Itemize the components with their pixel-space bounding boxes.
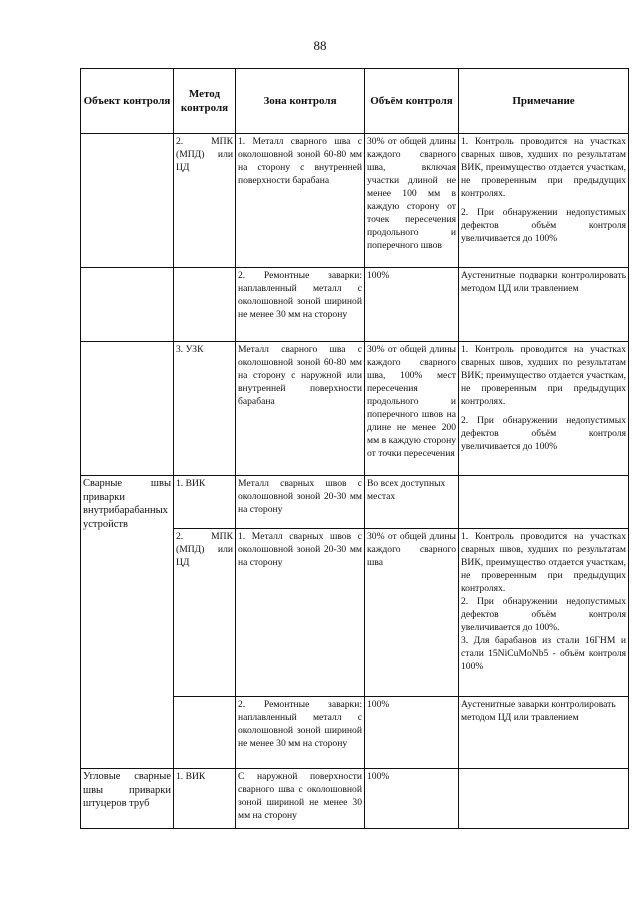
object-cell-empty (81, 342, 174, 476)
zone-cell: Металл сварных швов с околошовной зоной 20-30 мм на сторону (236, 476, 365, 529)
header-note: Примечание (459, 69, 629, 134)
note-cell (459, 529, 629, 697)
object-cell: Угловые сварные швы приварки штуцеров труб (81, 769, 174, 829)
table-row (81, 769, 629, 829)
header-method: Метод контроля (174, 69, 236, 134)
volume-cell: 100% (365, 268, 459, 342)
method-cell-empty (174, 268, 236, 342)
volume-cell: Во всех доступных местах (365, 476, 459, 529)
volume-cell: 30% от общей длины каждого сварного шва (365, 529, 459, 697)
note-cell-empty (459, 769, 629, 829)
note-item: 1. Контроль проводится на участках сварных швов, худших по результатам ВИК; преимущество отдается участкам, не проверенным при предыдущих контролях. (461, 344, 626, 408)
header-zone: Зона контроля (236, 69, 365, 134)
method-cell: 1. ВИК (174, 769, 236, 829)
volume-cell: 100% (365, 769, 459, 829)
table-row (81, 342, 629, 476)
table-row (81, 134, 629, 268)
note-item: 2. При обнаружении недопустимых дефектов объём контроля увеличивается до 100% (461, 207, 626, 245)
zone-cell: 1. Металл сварных швов с околошовной зоной 20-30 мм на сторону (236, 529, 365, 697)
table-row (81, 476, 629, 529)
note-item: 1. Контроль проводится на участках сварных швов, худших по результатам ВИК, преимущество отдается участкам, не проверенным при предыдущих контролях. (461, 136, 626, 200)
note-item: 3. Для барабанов из стали 16ГНМ и стали 15NiCuMoNb5 - объём контроля 100% (461, 635, 626, 673)
page-number: 88 (313, 38, 327, 53)
note-item: 2. При обнаружении недопустимых дефектов объём контроля увеличивается до 100% (461, 415, 626, 453)
note-item: 2. При обнаружении недопустимых дефектов объём контроля увеличивается до 100%. (461, 596, 626, 634)
zone-cell: 2. Ремонтные заварки: наплавленный металл с околошовной зоной шириной не менее 30 мм на сторону (236, 697, 365, 769)
object-cell-empty (81, 134, 174, 268)
table-header-row (81, 69, 629, 134)
zone-cell: Металл сварного шва с околошовной зоной 60-80 мм на сторону с наружной или внутренней поверхности барабана (236, 342, 365, 476)
note-cell-empty (459, 476, 629, 529)
inspection-table (80, 68, 629, 829)
object-cell-empty (81, 268, 174, 342)
zone-cell: С наружной поверхности сварного шва с околошовной зоной шириной не менее 30 мм на сторону (236, 769, 365, 829)
note-cell (459, 342, 629, 476)
note-cell: Аустенитные подварки контролировать методом ЦД или травлением (459, 268, 629, 342)
object-cell: Сварные швы приварки внутрибарабанных устройств (81, 476, 174, 769)
method-cell: 2. МПК (МПД) или ЦД (174, 529, 236, 697)
method-cell-empty (174, 697, 236, 769)
method-cell: 1. ВИК (174, 476, 236, 529)
method-cell: 2. МПК (МПД) или ЦД (174, 134, 236, 268)
zone-cell: 1. Металл сварного шва с околошовной зоной 60-80 мм на сторону с внутренней поверхности барабана (236, 134, 365, 268)
volume-cell: 30% от общей длины каждого сварного шва, 100% мест пересечения продольного и поперечного швов на длине не менее 200 мм в каждую сторону от точки пересечения (365, 342, 459, 476)
note-item: 1. Контроль проводится на участках сварных швов, худших по результатам ВИК, преимущество отдается участкам, не проверенным при предыдущих контролях. (461, 531, 626, 595)
header-volume: Объём контроля (365, 69, 459, 134)
header-object: Объект контроля (81, 69, 174, 134)
volume-cell: 30% от общей длины каждого сварного шва, включая участки длиной не менее 100 мм в каждую сторону от точек пересечения продольного и поперечного швов (365, 134, 459, 268)
table-row (81, 268, 629, 342)
note-cell: Аустенитные заварки контролировать методом ЦД или травлением (459, 697, 629, 769)
note-cell (459, 134, 629, 268)
volume-cell: 100% (365, 697, 459, 769)
method-cell: 3. УЗК (174, 342, 236, 476)
zone-cell: 2. Ремонтные заварки: наплавленный металл с околошовной зоной шириной не менее 30 мм на сторону (236, 268, 365, 342)
